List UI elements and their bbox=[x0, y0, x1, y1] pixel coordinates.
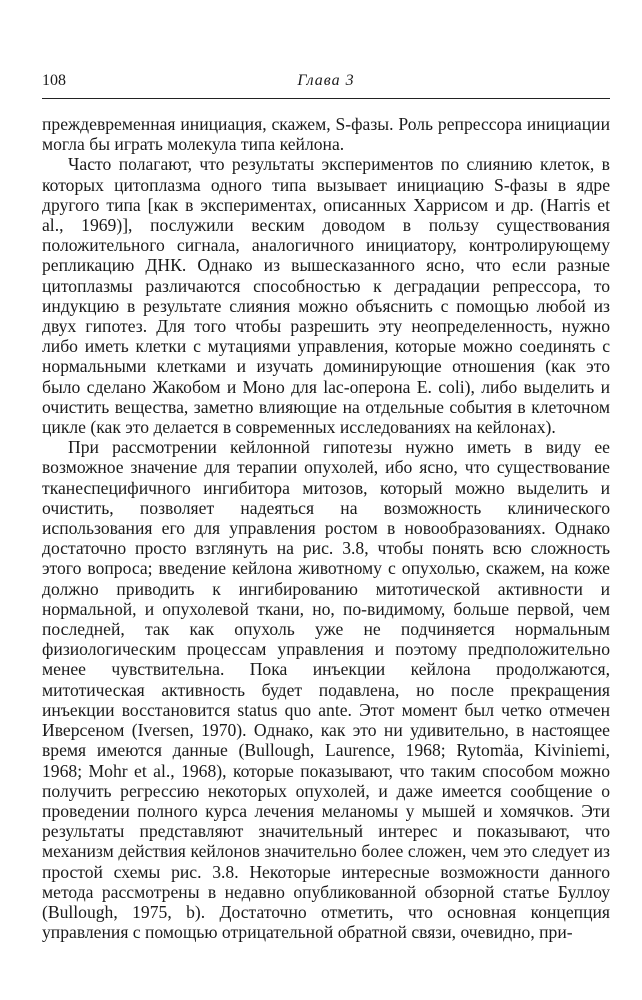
page-number: 108 bbox=[42, 72, 66, 89]
paragraph: Часто полагают, что результаты экспериментов по слиянию клеток, в которых цитоплазма одного типа вызывает инициацию S-фазы в ядре другого типа [как в экспериментах, описанных Харрисом и др. (Harris et al., 1969)], послужили веским доводом в пользу существования положительного сигнала, аналогичного инициатору, контролирующему репликацию ДНК. Однако из вышесказанного ясно, что если разные цитоплазмы различаются способностью к деградации репрессора, то индукцию в результате слияния можно объяснить с помощью любой из двух гипотез. Для того чтобы разрешить эту неопределенность, нужно либо иметь клетки с мутациями управления, которые можно соединять с нормальными клетками и изучать доминирующие отношения (как это было сделано Жакобом и Моно для lac-оперона E. coli), либо выделить и очистить вещества, заметно влияющие на отдельные события в клеточном цикле (как это делается в современных исследованиях на кейлонах). bbox=[42, 154, 610, 438]
body-text bbox=[42, 114, 610, 942]
paragraph: преждевременная инициация, скажем, S-фазы. Роль репрессора инициации могла бы играть молекула типа кейлона. bbox=[42, 114, 610, 155]
running-header bbox=[42, 70, 610, 99]
paragraph: При рассмотрении кейлонной гипотезы нужно иметь в виду ее возможное значение для терапии опухолей, ибо ясно, что существование тканеспецифичного ингибитора митозов, который можно выделить и очистить, позволяет надеяться на возможность клинического использования его для управления ростом в новообразованиях. Однако достаточно просто взглянуть на рис. 3.8, чтобы понять всю сложность этого вопроса; введение кейлона животному с опухолью, скажем, на коже должно приводить к ингибированию митотической активности и нормальной, и опухолевой ткани, но, по-видимому, больше первой, чем последней, так как опухоль уже не подчиняется нормальным физиологическим процессам управления и поэтому предположительно менее чувствительна. Пока инъекции кейлона продолжаются, митотическая активность будет подавлена, но после прекращения инъекции восстановится status quo ante. Этот момент был четко отмечен Иверсеном (Iversen, 1970). Однако, как это ни удивительно, в настоящее время имеются данные (Bullough, Laurence, 1968; Rytomäa, Kiviniemi, 1968; Mohr et al., 1968), которые показывают, что таким способом можно получить регрессию некоторых опухолей, и даже имеется сообщение о проведении полного курса лечения меланомы у мышей и хомячков. Эти результаты представляют значительный интерес и показывают, что механизм действия кейлонов значительно более сложен, чем это следует из простой схемы рис. 3.8. Некоторые интересные возможности данного метода рассмотрены в недавно опубликованной обзорной статье Буллоу (Bullough, 1975, b). Достаточно отметить, что основная концепция управления с помощью отрицательной обратной связи, очевидно, при- bbox=[42, 437, 610, 943]
chapter-title: Глава 3 bbox=[297, 72, 355, 89]
